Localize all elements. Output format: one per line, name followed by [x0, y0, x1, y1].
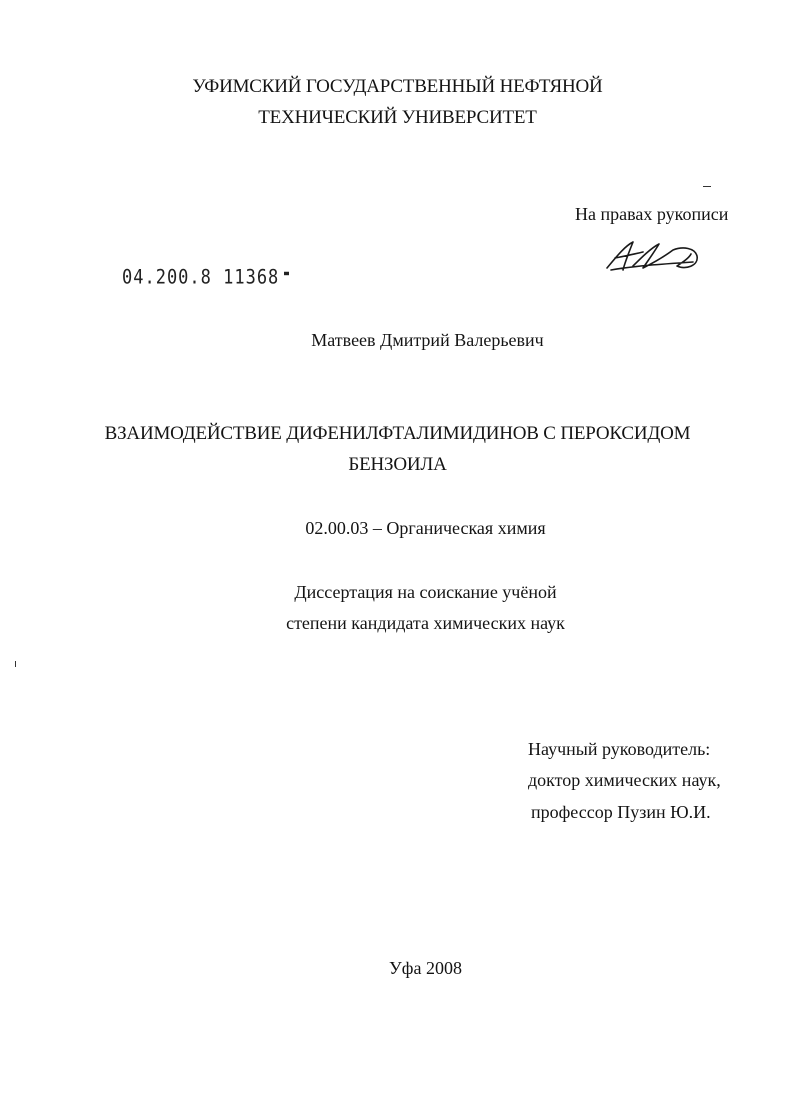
registration-number-text: 04.200.8 11368 — [122, 266, 280, 289]
handwritten-signature — [603, 236, 703, 276]
degree-line1: Диссертация на соискание учёной — [294, 582, 557, 602]
degree-line2: степени кандидата химических наук — [286, 613, 565, 633]
university-name-line1: УФИМСКИЙ ГОСУДАРСТВЕННЫЙ НЕФТЯНОЙ — [192, 76, 603, 97]
thesis-title-line2: БЕНЗОИЛА — [348, 454, 447, 475]
scan-speck — [703, 186, 711, 187]
city-year: Уфа 2008 — [389, 958, 462, 978]
registration-stamp-number — [122, 266, 289, 289]
supervisor-label: Научный руководитель: — [528, 739, 711, 759]
thesis-title-line1: ВЗАИМОДЕЙСТВИЕ ДИФЕНИЛФТАЛИМИДИНОВ С ПЕРОКСИДОМ — [104, 423, 691, 444]
scan-speck-left — [15, 661, 16, 667]
university-name-line2: ТЕХНИЧЕСКИЙ УНИВЕРСИТЕТ — [258, 107, 537, 128]
supervisor-name: профессор Пузин Ю.И. — [531, 802, 711, 822]
author-name: Матвеев Дмитрий Валерьевич — [311, 330, 544, 350]
stamp-dash-mark — [284, 272, 289, 275]
specialty-code: 02.00.03 – Органическая химия — [305, 518, 546, 538]
supervisor-degree: доктор химических наук, — [528, 770, 721, 790]
manuscript-rights-label: На правах рукописи — [575, 204, 729, 224]
